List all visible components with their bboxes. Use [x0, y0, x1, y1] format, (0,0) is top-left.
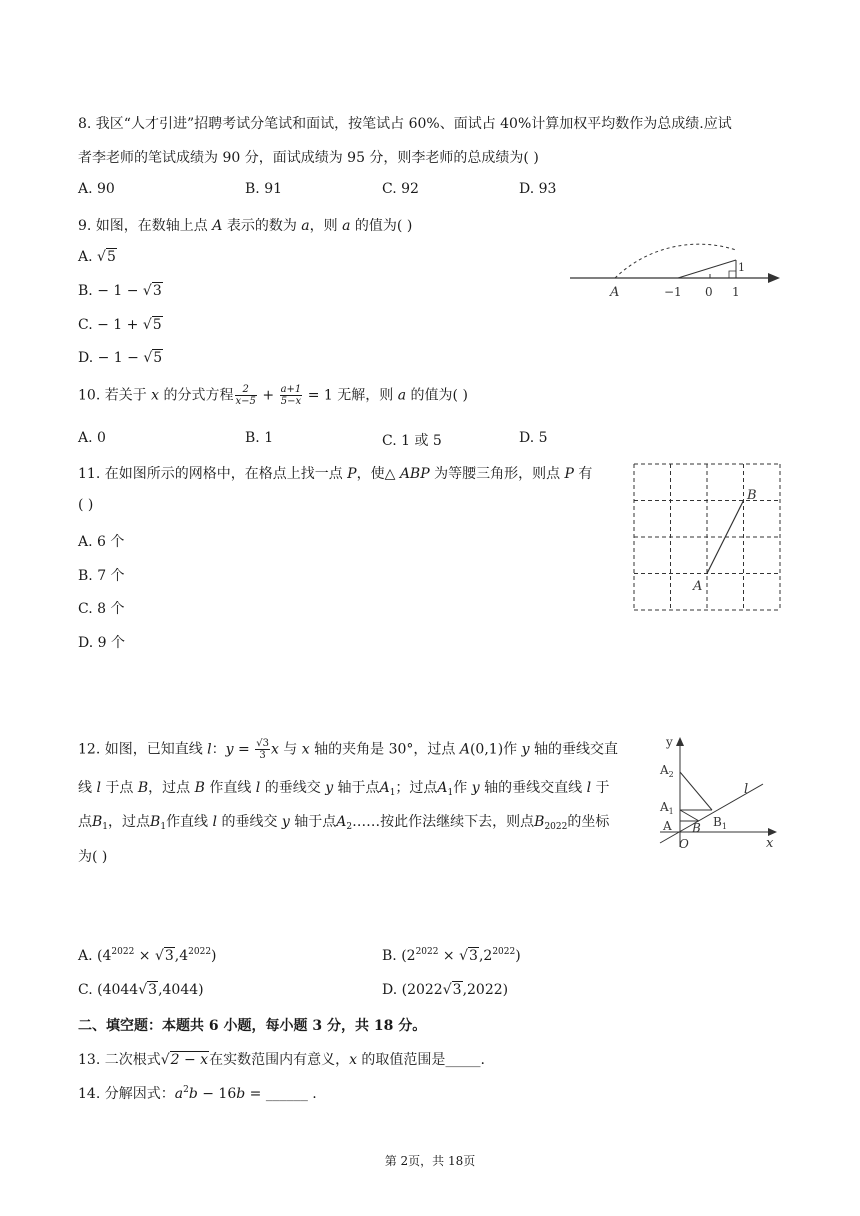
q11-option-d: D. 9 个	[78, 635, 125, 651]
q8-option-d: D. 93	[519, 181, 557, 197]
q11-option-b: B. 7 个	[78, 568, 125, 584]
q12-label-a2: $A_2$	[660, 763, 674, 779]
q8-option-a: A. 90	[78, 181, 115, 197]
q12-coordinate-figure	[655, 732, 785, 852]
q12-label-a: A	[663, 819, 672, 833]
q12-label-x: x	[766, 836, 774, 851]
q9-label-1: 1	[732, 285, 740, 299]
q10-option-d: D. 5	[519, 430, 548, 446]
q11-stem-line2: ( )	[78, 497, 94, 513]
q9-option-a: A. √5	[78, 249, 116, 265]
q11-grid-figure	[630, 460, 784, 614]
q12-segment-b1a2	[680, 772, 712, 810]
section-heading-fill-in: 二、填空题：本题共 6 小题，每小题 3 分，共 18 分。	[78, 1018, 427, 1034]
q12-segment-ba1	[680, 810, 699, 821]
q12-y-arrow-icon	[676, 737, 684, 746]
q12-label-b1: $B_1$	[713, 815, 727, 831]
q8-option-c: C. 92	[382, 181, 419, 197]
q11-option-c: C. 8 个	[78, 601, 125, 617]
q12-line4: 为( )	[78, 849, 108, 865]
q12-option-b: B. $(2^{2022} \times √3,2^{2022})$	[382, 947, 521, 964]
q11-stem: 11. 在如图所示的网格中，在格点上找一点 P，使△ ABP 为等腰三角形，则点 P 有	[78, 466, 593, 482]
q12-label-b: B	[692, 821, 701, 835]
q9-option-c: C. − 1 + √5	[78, 317, 162, 333]
q12-option-c: C. (4044√3,4044)	[78, 982, 204, 998]
q12-option-d: D. (2022√3,2022)	[382, 982, 509, 998]
q14-stem: 14. 分解因式：$a^2b - 16b$ = ______ .	[78, 1085, 317, 1102]
q9-stem: 9. 如图，在数轴上点 A 表示的数为 a，则 a 的值为( )	[78, 218, 413, 234]
q8-option-b: B. 91	[245, 181, 283, 197]
q11-option-a: A. 6 个	[78, 534, 125, 550]
page-footer: 第 2页，共 18页	[384, 1154, 476, 1168]
q12-label-o: O	[679, 837, 689, 851]
q14-answer-blank: ______	[265, 1086, 308, 1102]
q12-label-a1: $A_1$	[660, 800, 674, 816]
q12-line3: 点$B_1$，过点$B_1$作直线 l 的垂线交 y 轴于点$A_2\dots\dots$按此作法继续下去，则点$B_{2022}$的坐标	[78, 814, 610, 832]
q11-label-b: B	[747, 488, 757, 503]
q9-hypotenuse	[678, 260, 736, 278]
q9-label-a: A	[610, 285, 620, 300]
q8-line1: 8. 我区“人才引进”招聘考试分笔试和面试，按笔试占 60%、面试占 40%计算加权平均数作为总成绩.应试	[78, 116, 732, 132]
q10-option-c: C. 1 或 5	[382, 433, 442, 449]
q9-label-0: 0	[705, 285, 713, 299]
q9-label-height: 1	[738, 261, 745, 274]
q12-label-l: l	[744, 782, 749, 797]
q10-option-a: A. 0	[78, 430, 106, 446]
q12-line2: 线 l 于点 B，过点 B 作直线 l 的垂线交 y 轴于点$A_1$；过点$A_1$作 y 轴的垂线交直线 l 于	[78, 780, 610, 798]
q13-answer-blank: _____	[445, 1052, 481, 1068]
q9-option-d: D. − 1 − √5	[78, 350, 163, 366]
q9-right-angle-mark	[729, 271, 736, 278]
q9-arc	[615, 244, 736, 278]
q12-option-a: A. $(4^{2022} \times √3,4^{2022})$	[78, 947, 217, 964]
q10-option-b: B. 1	[245, 430, 274, 446]
q8-line2: 者李老师的笔试成绩为 90 分，面试成绩为 95 分，则李老师的总成绩为( )	[78, 150, 539, 166]
q13-stem: 13. 二次根式√2 − x在实数范围内有意义，x 的取值范围是_____.	[78, 1052, 485, 1068]
q12-line1: 12. 如图，已知直线 l：y = $\frac{√3}{3}$ x 与 x 轴的夹角是 30°，过点 A(0,1)作 y 轴的垂线交直	[78, 738, 618, 761]
q11-dashed-grid	[634, 464, 780, 610]
q12-x-arrow-icon	[768, 828, 777, 836]
q9-label-minus1: −1	[664, 285, 682, 299]
q9-option-b: B. − 1 − √3	[78, 283, 162, 299]
q9-arrow-icon	[768, 273, 780, 283]
q9-number-line-figure	[565, 230, 785, 300]
q11-label-a: A	[693, 579, 703, 594]
q10-stem: 10. 若关于 x 的分式方程 $\frac{2}{x-5}$ + $\frac{a+1}{5-x}$ = 1 无解，则 a 的值为( )	[78, 384, 468, 407]
q12-label-y: y	[666, 735, 673, 749]
